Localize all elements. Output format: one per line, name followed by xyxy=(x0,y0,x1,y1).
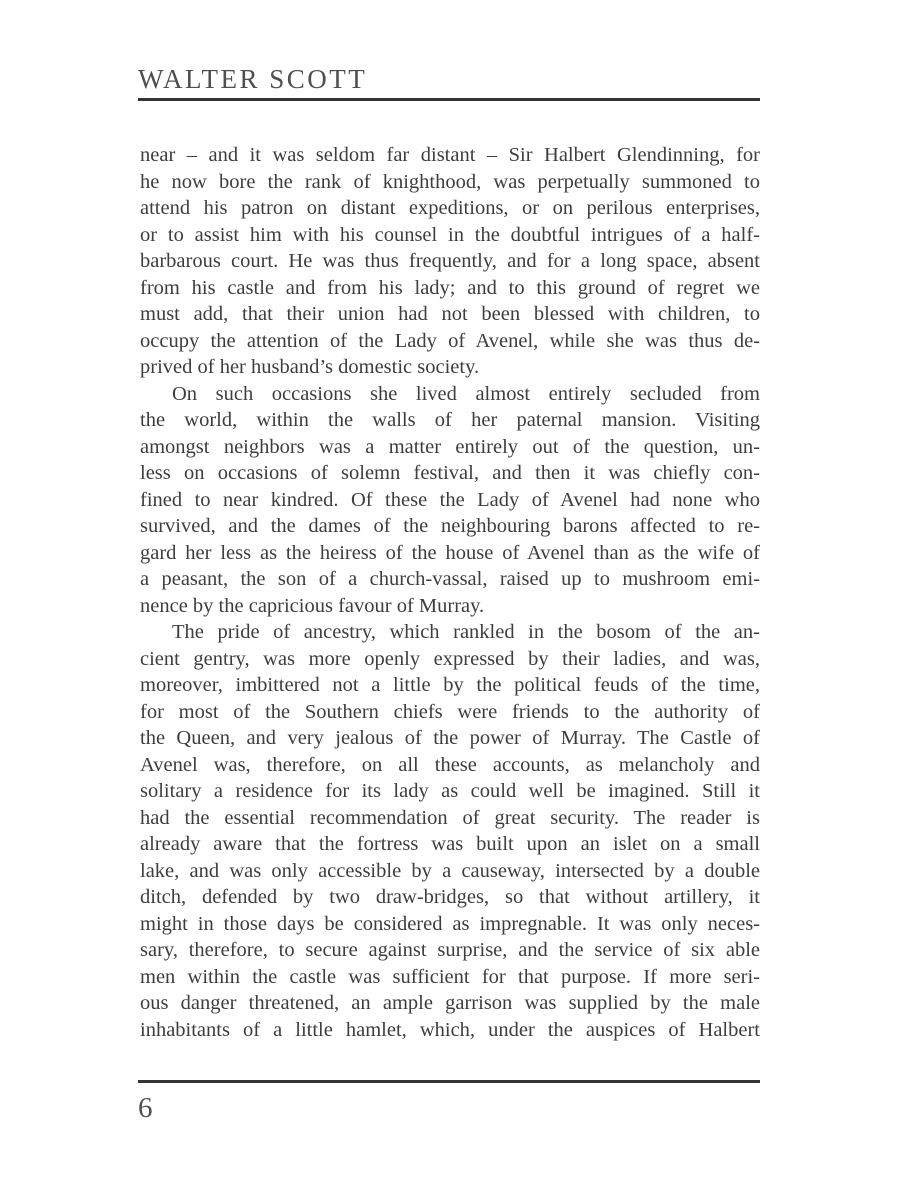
running-head-author: WALTER SCOTT xyxy=(138,64,368,94)
page-text xyxy=(140,142,760,1043)
text-line: The pride of ancestry, which rankled in the bosom of the an- xyxy=(172,621,760,643)
text-line: prived of her husband’s domestic society. xyxy=(140,356,480,378)
text-line: might in those days be considered as impregnable. It was only neces- xyxy=(140,912,760,935)
page-header xyxy=(138,0,760,101)
text-line: moreover, imbittered not a little by the political feuds of the time, xyxy=(140,674,760,696)
text-line: less on occasions of solemn festival, and then it was chiefly con- xyxy=(140,462,760,484)
text-line: for most of the Southern chiefs were friends to the authority of xyxy=(140,700,760,723)
text-line: a peasant, the son of a church-vassal, raised up to mushroom emi- xyxy=(140,568,760,590)
text-line: the Queen, and very jealous of the power of Murray. The Castle of xyxy=(140,727,760,749)
text-line: already aware that the fortress was built upon an islet on a small xyxy=(140,833,760,855)
paragraph xyxy=(140,619,760,1043)
text-line: solitary a residence for its lady as could well be imagined. Still it xyxy=(140,780,760,802)
text-line: On such occasions she lived almost entirely secluded from xyxy=(172,382,760,405)
text-line: sary, therefore, to secure against surprise, and the service of six able xyxy=(140,939,760,961)
footer-rule xyxy=(138,1080,760,1083)
text-line: the world, within the walls of her paternal mansion. Visiting xyxy=(140,409,760,431)
text-line: men within the castle was sufficient for that purpose. If more seri- xyxy=(140,965,760,988)
text-line: barbarous court. He was thus frequently, and for a long space, absent xyxy=(140,250,760,272)
text-line: amongst neighbors was a matter entirely out of the question, un- xyxy=(140,435,760,458)
text-line: attend his patron on distant expeditions, or on perilous enterprises, xyxy=(140,197,760,219)
text-line: cient gentry, was more openly expressed by their ladies, and was, xyxy=(140,647,760,670)
paragraphs xyxy=(140,142,760,1043)
text-line: fined to near kindred. Of these the Lady of Avenel had none who xyxy=(140,488,760,511)
text-line: inhabitants of a little hamlet, which, under the auspices of Halbert xyxy=(140,1018,760,1041)
header-rule xyxy=(138,98,760,101)
text-line: ditch, defended by two draw-bridges, so that without artillery, it xyxy=(140,886,760,908)
page-footer xyxy=(138,1080,760,1124)
text-line: from his castle and from his lady; and to this ground of regret we xyxy=(140,276,760,299)
text-line: or to assist him with his counsel in the doubtful intrigues of a half- xyxy=(140,223,760,246)
paragraph xyxy=(140,142,760,381)
text-line: he now bore the rank of knighthood, was perpetually summoned to xyxy=(140,170,760,193)
text-line: gard her less as the heiress of the house of Avenel than as the wife of xyxy=(140,541,760,564)
text-line: lake, and was only accessible by a causeway, intersected by a double xyxy=(140,859,760,882)
text-line: occupy the attention of the Lady of Avenel, while she was thus de- xyxy=(140,329,760,352)
text-line: Avenel was, therefore, on all these accounts, as melancholy and xyxy=(140,753,760,776)
text-line: must add, that their union had not been blessed with children, to xyxy=(140,303,760,325)
text-line: nence by the capricious favour of Murray. xyxy=(140,594,485,617)
text-line: ous danger threatened, an ample garrison was supplied by the male xyxy=(140,992,760,1014)
text-line: survived, and the dames of the neighbouring barons affected to re- xyxy=(140,515,760,537)
page-number: 6 xyxy=(138,1092,153,1124)
paragraph xyxy=(140,381,760,620)
text-line: near – and it was seldom far distant – Sir Halbert Glendinning, for xyxy=(140,144,760,166)
text-line: had the essential recommendation of great security. The reader is xyxy=(140,806,760,829)
